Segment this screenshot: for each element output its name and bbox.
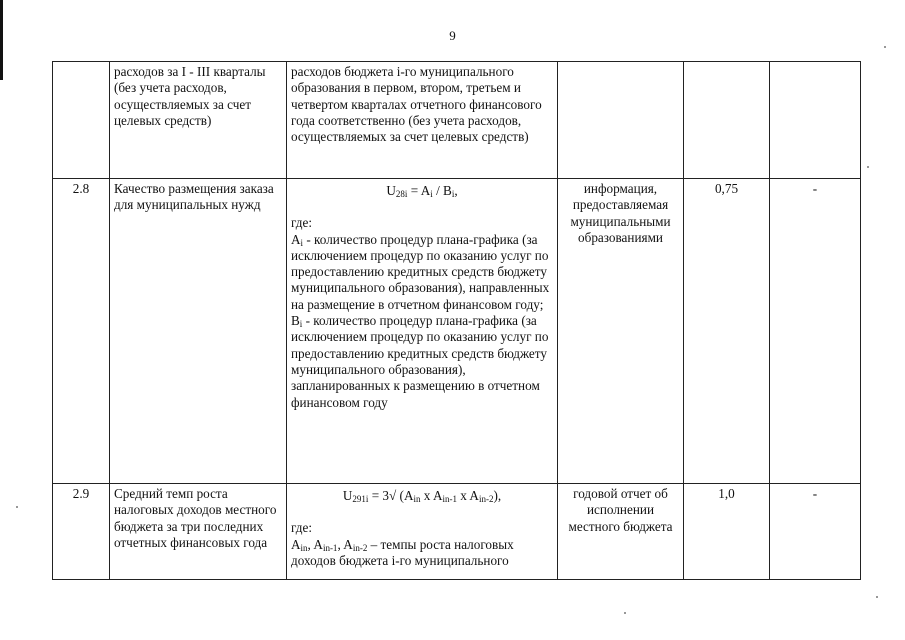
scan-speck (876, 596, 878, 598)
formula: $U_{28i} = A_i / B_i$, (386, 183, 458, 199)
row-number: 2.8 (53, 179, 110, 484)
extra-value: - (770, 179, 861, 484)
definition-a: $A_i$ - количество процедур плана-графика (за исключением процедур по оказанию услуг по предоставлению кредитных средств бюджету муниципального образования), направленных на размещение в отчетном финансовом году; (291, 231, 550, 312)
definition-b: $B_i$ - количество процедур плана-графика (за исключением процедур по оказанию услуг по предоставлению кредитных средств бюджету муниципального образования), запланированных к размещению в отчетном финансовом году (291, 313, 549, 410)
scan-speck (16, 506, 18, 508)
calculation-cell (287, 179, 558, 484)
data-source (558, 62, 684, 179)
indicator-name: Качество размещения заказа для муниципальных нужд (110, 179, 287, 484)
row-number: 2.9 (53, 484, 110, 580)
scan-speck (867, 166, 869, 168)
where-label: где: (291, 215, 312, 231)
scan-speck (624, 612, 626, 614)
page-number: 9 (449, 28, 456, 43)
weight-value: 1,0 (684, 484, 770, 580)
row-number (53, 62, 110, 179)
scan-speck (884, 46, 886, 48)
data-source: годовой отчет об исполнении местного бюджета (558, 484, 684, 580)
formula: $U_{291i} = 3√$ ($A_{in}$ x $A_{in-1}$ x $A_{in-2}$), (342, 488, 502, 504)
indicator-name: расходов за I - III кварталы (без учета расходов, осуществляемых за счет целевых средств) (110, 62, 287, 179)
weight-value (684, 62, 770, 179)
table-row (53, 484, 861, 580)
indicators-table (52, 61, 861, 580)
table-row (53, 179, 861, 484)
extra-value: - (770, 484, 861, 580)
indicator-name: Средний темп роста налоговых доходов местного бюджета за три последних отчетных финансовых года (110, 484, 287, 580)
calculation-cell (287, 484, 558, 580)
weight-value: 0,75 (684, 179, 770, 484)
data-source: информация, предоставляемая муниципальными образованиями (558, 179, 684, 484)
definitions: $A_{in}$, $A_{in-1}$, $A_{in-2}$ – темпы роста налоговых доходов бюджета i-го муниципального (291, 536, 514, 568)
extra-value (770, 62, 861, 179)
calculation-text: расходов бюджета i-го муниципального образования в первом, втором, третьем и четвертом кварталах отчетного финансового года соответственно (без учета расходов, осуществляемых за счет целевых средств) (287, 62, 558, 179)
table-row (53, 62, 861, 179)
where-label: где: (291, 520, 312, 536)
